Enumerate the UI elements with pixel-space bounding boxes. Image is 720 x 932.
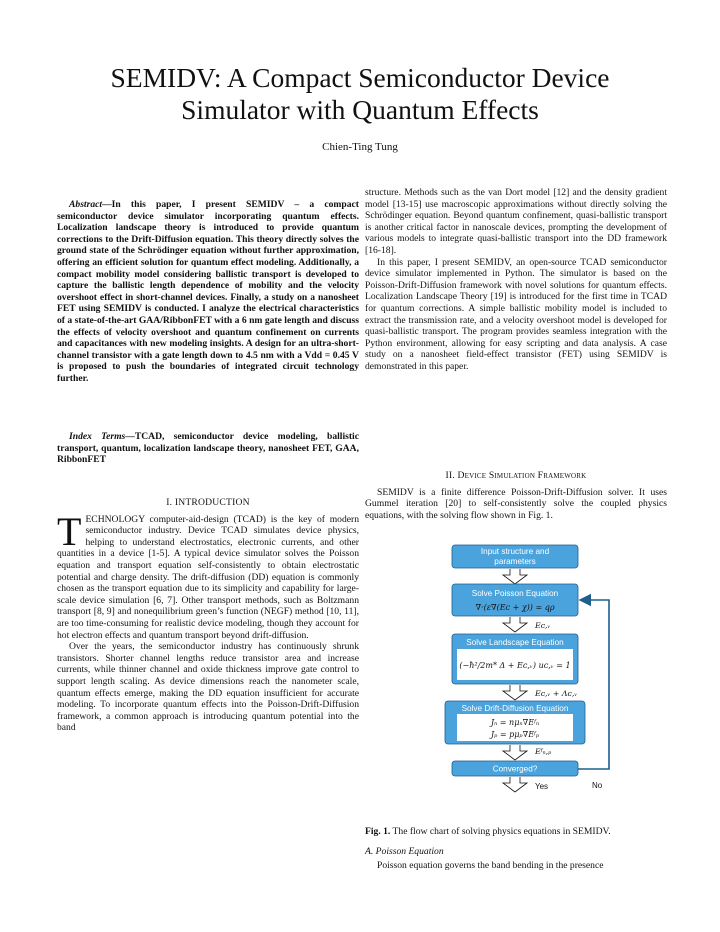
flow-arrow-3-label: Eᴄ,ᵥ + Λᴄ,ᵥ [535, 689, 578, 698]
poisson-paragraph-1: Poisson equation governs the band bending in the presence [377, 860, 604, 872]
figure-caption-block [365, 826, 667, 872]
framework-paragraph-1: SEMIDV is a finite difference Poisson-Drift-Diffusion solver. It uses Gummel iteration [20] to self-consistently solve the coupled physics equations, with the solving flow shown in Fig. 1. [365, 486, 667, 521]
right-column [365, 187, 667, 373]
right-paragraph-2: In this paper, I present SEMIDV, an open-source TCAD semiconductor device simulator implemented in Python. The simulator is based on the Poisson-Drift-Diffusion framework with novel solutions for quantum effects. Localization Landscape Theory [19] is introduced for the first time in TCAD for quantum corrections. A simple ballistic mobility model is included to extract the transmission rate, and a velocity overshoot model is developed for quasi-ballistic transport. The program provides seamless integration with the Python environment, allowing for easy scripting and data analysis. A case study on a nanosheet field-effect transistor (FET) using SEMIDV is demonstrated in this paper. [365, 256, 667, 372]
title-line-1: SEMIDV: A Compact Semiconductor Device [110, 62, 610, 93]
flow-poisson-title: Solve Poisson Equation [471, 589, 559, 598]
intro-paragraph-1 [57, 508, 359, 642]
intro-paragraph-2: Over the years, the semiconductor industry has continuously shrunk transistors. Shorter channel lengths reduce transistor area and increase currents, while thinner channel and oxide thickness improve gate control to support length scaling. As device dimensions reach the nanometer scale, quantum effects emerge, making the DD equation insufficient for accurate modeling. To incorporate quantum effects into the Poisson-Drift-Diffusion framework, a common approach is introducing quantum potential into the band [57, 641, 359, 734]
flow-arrow-4-label: Eᶠₙ,ₚ [535, 747, 552, 756]
flow-arrow-3 [503, 685, 527, 700]
figure-caption [365, 826, 667, 838]
framework-section [365, 470, 667, 521]
figure-caption-text: The flow chart of solving physics equations in SEMIDV. [390, 826, 611, 837]
flow-arrow-4 [503, 745, 527, 760]
index-terms-block [57, 431, 359, 466]
abstract-label: Abstract [69, 199, 103, 210]
flow-converged-text: Converged? [492, 764, 538, 774]
title-line-2: Simulator with Quantum Effects [181, 94, 539, 125]
flow-landscape-title: Solve Landscape Equation [466, 638, 564, 647]
flow-landscape-equation: (−ħ²/2m* Δ + Eᴄ,ᵥ) uᴄ,ᵥ = 1 [459, 661, 571, 670]
flow-yes-label: Yes [535, 782, 549, 791]
figure-caption-label: Fig. 1. [365, 826, 391, 837]
flow-dd-title: Solve Drift-Diffusion Equation [461, 704, 569, 713]
drop-cap: T [57, 508, 82, 554]
intro-paragraph-1-text: ECHNOLOGY computer-aid-design (TCAD) is the key of modern semiconductor industry. Device TCAD simulates device physics, helping to understand electrostatics, electronic currents, and other quantities in a device [1-5]. A typical device simulator solves the Poisson equation and transport equation self-consistently to obtain electrostatic potential and charge density. The drift-diffusion (DD) equation is commonly chosen as the transport equation due to its simplicity and capability for large-scale device simulation [6, 7]. Other transport methods, such as Boltzmann transport [8, 9] and nonequilibrium green’s function (NEGF) method [10, 11], are too time-consuming for realistic device modeling, though they account for hot electron effects and quantum transport beyond drift-diffusion. [57, 513, 359, 641]
flow-arrow-2 [503, 617, 527, 632]
paper-title [60, 62, 660, 126]
left-column [57, 199, 359, 385]
abstract-text: —In this paper, I present SEMIDV – a compact semiconductor device simulator incorporating quantum effects. Localization landscape theory is introduced to provide quantum corrections to the Drift-Diffusion equation. This theory directly solves the ground state of the Schrödinger equation without further approximation, offering an efficient solution for quantum effect modeling. Additionally, a compact mobility model considering ballistic transport is developed to capture the ballistic length dependence of mobility and the velocity overshoot effect in short-channel devices. Finally, a study on a nanosheet FET using SEMIDV is conducted. I analyze the electrical characteristics of a state-of-the-art GAA/RibbonFET with a 6 nm gate length and discuss the effects of velocity overshoot and quantum confinement on currents and capacitances with new modeling insights. A design for an ultra-short-channel transistor with a gate length down to 4.5 nm with a Vdd = 0.45 V is proposed to push the boundaries of integrated circuit technology further. [57, 199, 359, 384]
author-name: Chien-Ting Tung [322, 141, 398, 153]
index-terms-text: —TCAD, semiconductor device modeling, ballistic transport, quantum, localization landscape theory, nanosheet FET, GAA, RibbonFET [57, 431, 359, 466]
index-terms-label: Index Terms [69, 431, 126, 442]
flow-arrow-2-label: Eᴄ,ᵥ [535, 621, 551, 630]
flow-arrow-1 [503, 569, 527, 584]
index-terms [57, 431, 359, 466]
flow-dd-equation-2: Jₚ = pμₚ∇Eᶠₚ [490, 730, 540, 739]
subsection-heading-poisson: A. Poisson Equation [365, 845, 444, 857]
abstract [57, 199, 359, 385]
flow-input-line-2: parameters [494, 557, 536, 566]
flow-dd-equation-1: Jₙ = nμₙ∇Eᶠₙ [490, 718, 540, 727]
right-paragraph-1: structure. Methods such as the van Dort model [12] and the density gradient model [13-15] use macroscopic approximations without directly solving the Schrödinger equation. Beyond quantum confinement, quasi-ballistic transport is another critical factor in nanoscale devices, prompting the development of various models to integrate quasi-ballistic transport into the DD framework [16-18]. [365, 187, 667, 256]
introduction-section [57, 497, 359, 734]
flow-arrow-yes [503, 777, 527, 792]
flowchart-figure [365, 542, 667, 822]
section-heading-framework: II. Device Simulation Framework [445, 470, 587, 481]
flow-poisson-equation: ∇·(ε∇(Eᴄ + χ)) = qρ [475, 603, 555, 612]
flow-input-line-1: Input structure and [480, 547, 550, 556]
section-heading-introduction: I. INTRODUCTION [166, 497, 250, 508]
flow-no-label: No [592, 781, 603, 790]
